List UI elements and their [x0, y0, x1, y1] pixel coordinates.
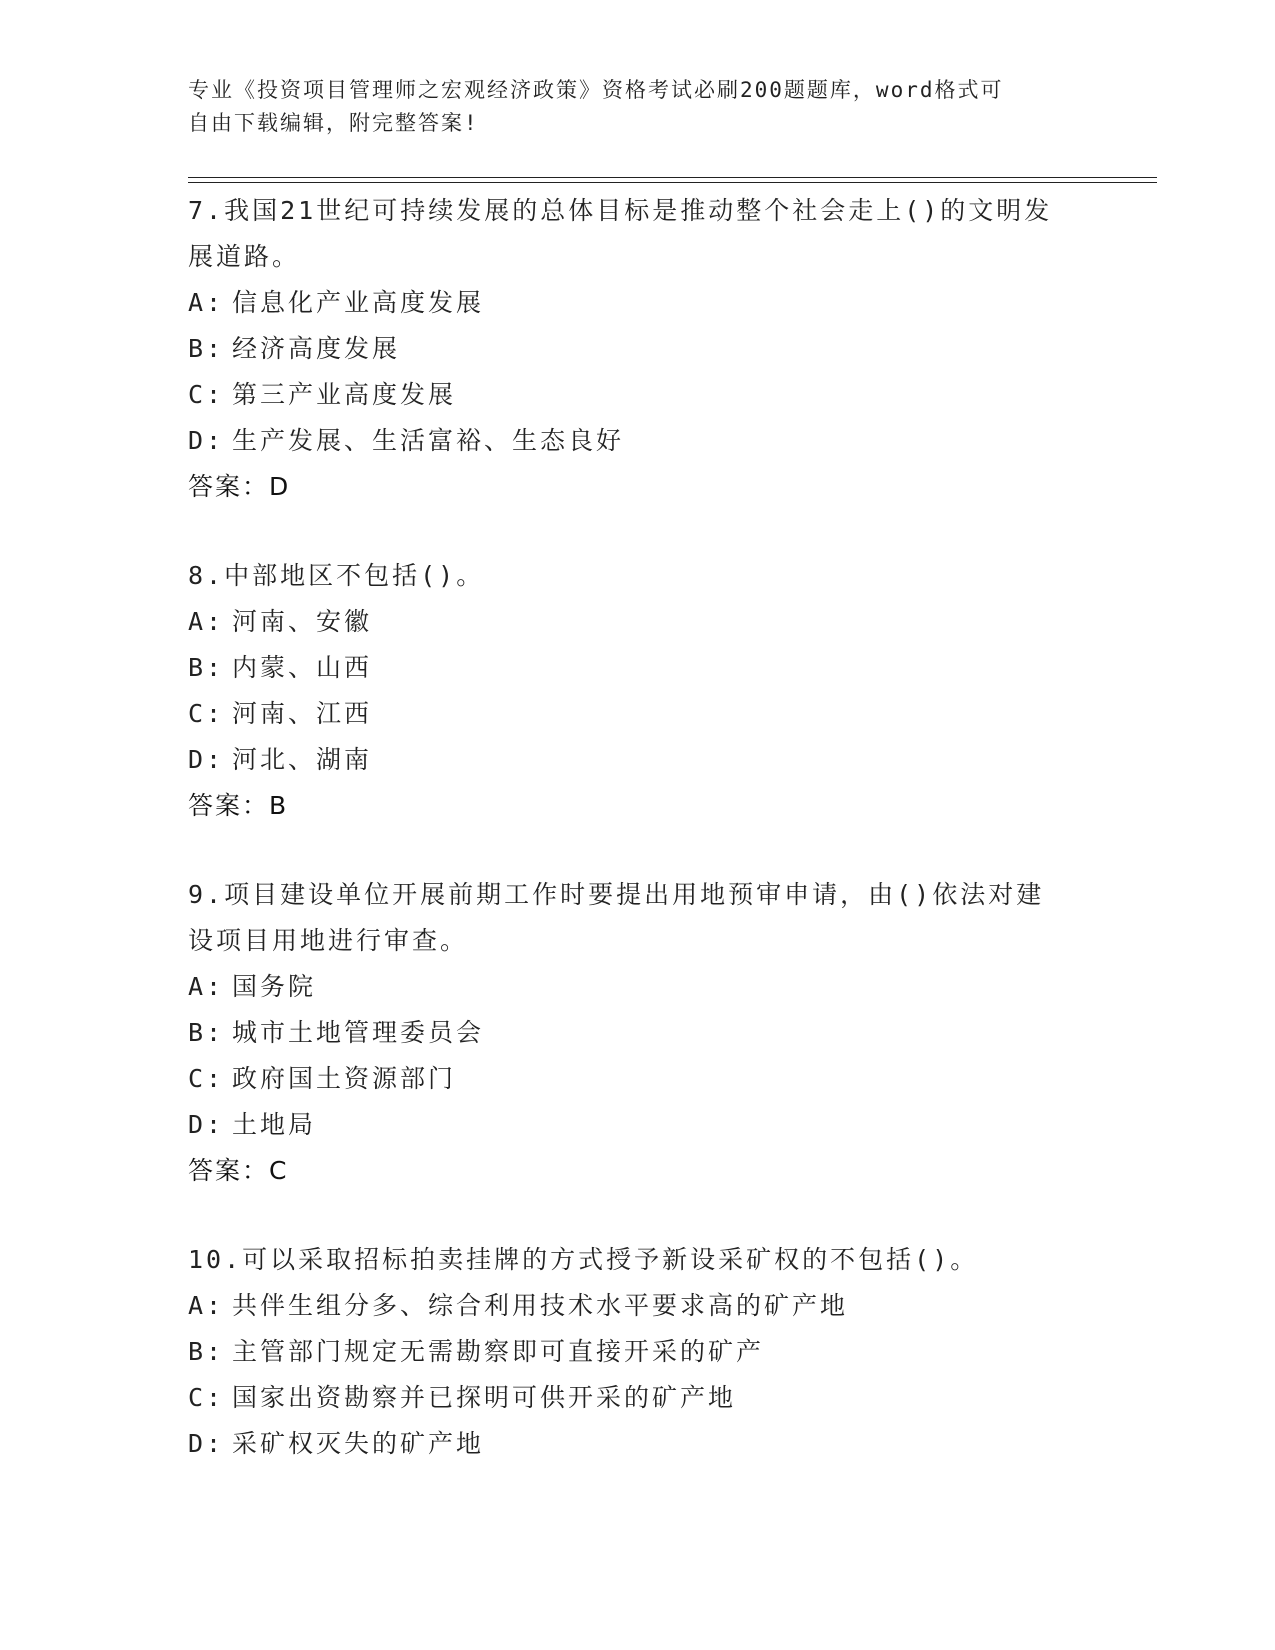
option-text: 内蒙、山西 — [232, 653, 373, 682]
option-text: 河南、安徽 — [232, 607, 373, 636]
option-key: A: — [188, 288, 225, 317]
option-d — [188, 737, 1088, 783]
option-text: 生产发展、生活富裕、生态良好 — [232, 426, 625, 455]
option-text: 河北、湖南 — [232, 745, 373, 774]
option-key: B: — [188, 653, 225, 682]
question-stem: 10.可以采取招标拍卖挂牌的方式授予新设采矿权的不包括()。 — [188, 1245, 979, 1274]
question-stem: 7.我国21世纪可持续发展的总体目标是推动整个社会走上()的文明发 — [188, 196, 1053, 225]
option-key: C: — [188, 699, 225, 728]
option-text: 第三产业高度发展 — [232, 380, 457, 409]
document-header — [188, 74, 1088, 140]
question-stem: 8.中部地区不包括()。 — [188, 561, 485, 590]
option-c — [188, 691, 1088, 737]
option-text: 信息化产业高度发展 — [232, 288, 485, 317]
option-text: 河南、江西 — [232, 699, 373, 728]
option-key: B: — [188, 1018, 225, 1047]
header-line-2: 自由下载编辑，附完整答案! — [188, 111, 479, 135]
option-key: D: — [188, 426, 225, 455]
answer-line: 答案：B — [188, 791, 289, 820]
option-key: D: — [188, 1429, 225, 1458]
option-text: 城市土地管理委员会 — [232, 1018, 485, 1047]
option-text: 经济高度发展 — [232, 334, 401, 363]
option-key: B: — [188, 1337, 225, 1366]
option-key: A: — [188, 607, 225, 636]
option-text: 主管部门规定无需勘察即可直接开采的矿产 — [232, 1337, 765, 1366]
question-8 — [188, 553, 1088, 829]
question-stem-continued: 展道路。 — [188, 242, 301, 271]
option-b — [188, 1329, 1088, 1375]
option-text: 土地局 — [232, 1110, 317, 1139]
question-stem: 9.项目建设单位开展前期工作时要提出用地预审申请，由()依法对建 — [188, 880, 1045, 909]
option-key: A: — [188, 972, 225, 1001]
option-b — [188, 1010, 1088, 1056]
option-text: 国务院 — [232, 972, 317, 1001]
header-divider-top — [188, 177, 1157, 178]
question-7 — [188, 188, 1088, 510]
question-10 — [188, 1237, 1088, 1467]
option-c — [188, 1375, 1088, 1421]
option-key: A: — [188, 1291, 225, 1320]
option-a — [188, 964, 1088, 1010]
option-d — [188, 1421, 1088, 1467]
option-c — [188, 1056, 1088, 1102]
option-a — [188, 599, 1088, 645]
option-a — [188, 1283, 1088, 1329]
option-d — [188, 418, 1088, 464]
header-divider-bottom — [188, 182, 1157, 183]
question-stem-continued: 设项目用地进行审查。 — [188, 926, 469, 955]
option-c — [188, 372, 1088, 418]
option-key: C: — [188, 1383, 225, 1412]
option-b — [188, 645, 1088, 691]
option-key: D: — [188, 745, 225, 774]
option-key: C: — [188, 380, 225, 409]
option-text: 国家出资勘察并已探明可供开采的矿产地 — [232, 1383, 737, 1412]
option-key: B: — [188, 334, 225, 363]
option-a — [188, 280, 1088, 326]
option-text: 共伴生组分多、综合利用技术水平要求高的矿产地 — [232, 1291, 849, 1320]
question-9 — [188, 872, 1088, 1194]
answer-line: 答案：C — [188, 1156, 289, 1185]
option-text: 政府国土资源部门 — [232, 1064, 457, 1093]
option-text: 采矿权灭失的矿产地 — [232, 1429, 485, 1458]
option-b — [188, 326, 1088, 372]
header-line-1: 专业《投资项目管理师之宏观经济政策》资格考试必刷200题题库，word格式可 — [188, 78, 1004, 102]
answer-line: 答案：D — [188, 472, 291, 501]
option-key: D: — [188, 1110, 225, 1139]
option-d — [188, 1102, 1088, 1148]
option-key: C: — [188, 1064, 225, 1093]
